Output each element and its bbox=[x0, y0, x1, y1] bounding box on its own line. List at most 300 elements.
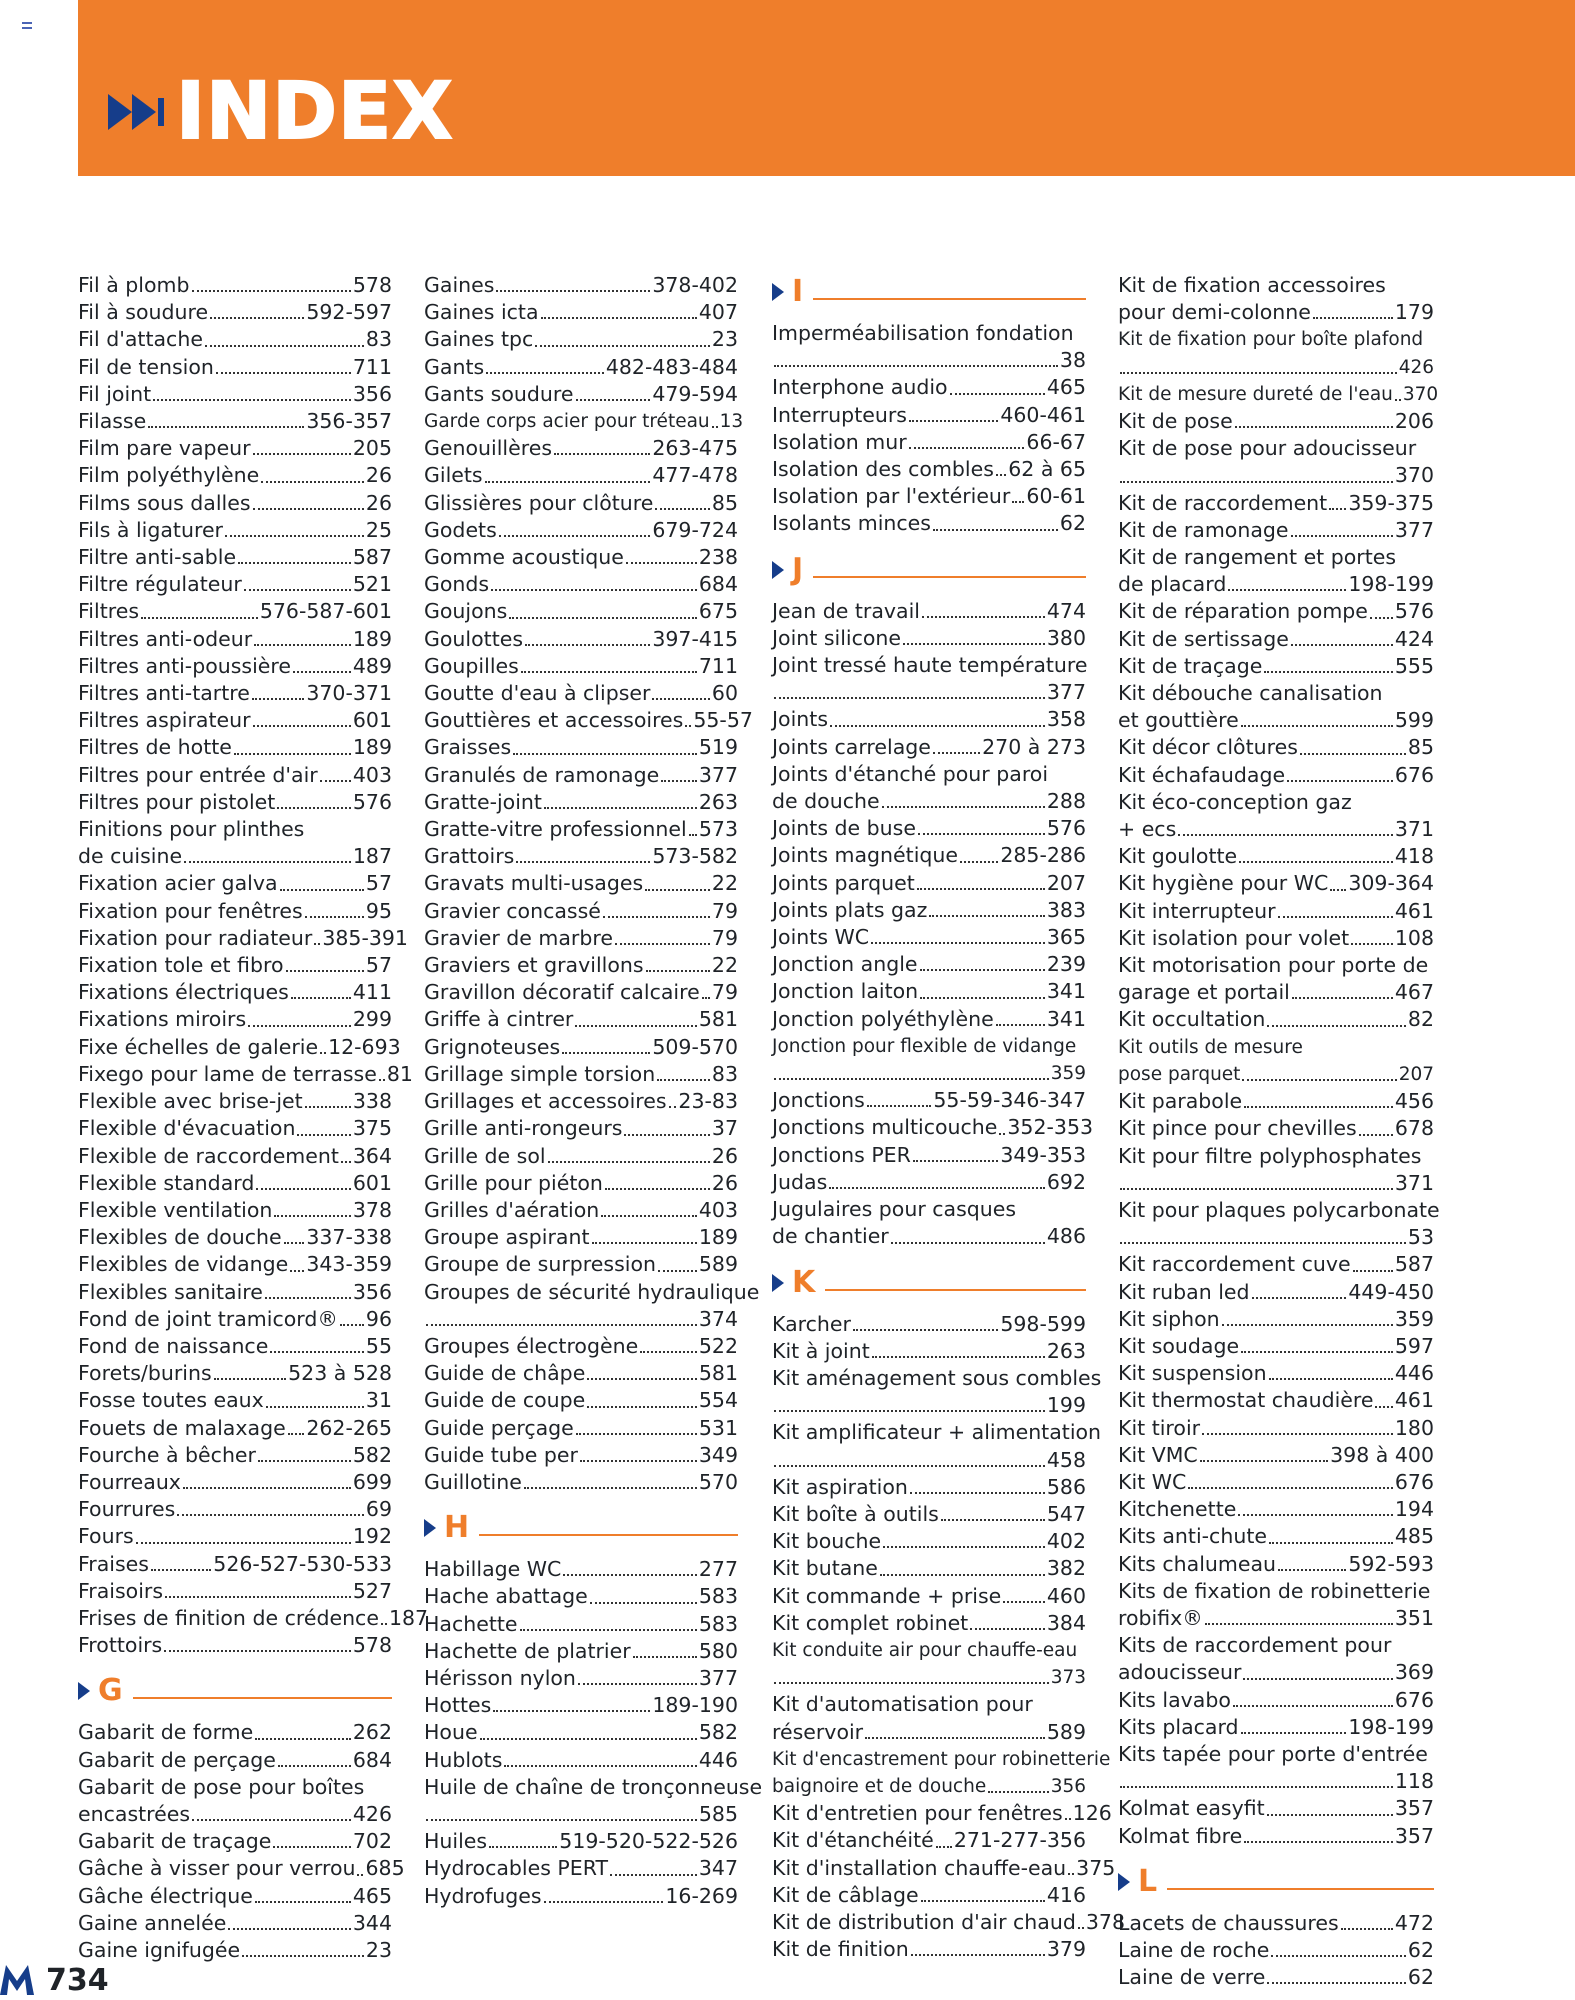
index-entry-pages: 262-265 bbox=[306, 1415, 392, 1440]
dot-leader bbox=[1235, 426, 1393, 428]
index-entry-pages: 62 bbox=[1407, 1965, 1434, 1990]
index-entry-pages: 460 bbox=[1046, 1583, 1086, 1608]
index-entry bbox=[78, 408, 392, 435]
index-entry bbox=[78, 1143, 392, 1170]
dot-leader bbox=[933, 529, 1058, 531]
dot-leader bbox=[1120, 1786, 1393, 1788]
index-entry bbox=[1118, 870, 1434, 897]
index-entry bbox=[1118, 979, 1434, 1006]
index-entry-label: Joint tressé haute température bbox=[772, 653, 1088, 678]
index-entry-label: Kit échafaudage bbox=[1118, 762, 1286, 787]
dot-leader bbox=[225, 535, 364, 537]
index-entry-label: Fours bbox=[78, 1524, 134, 1549]
dot-leader bbox=[1012, 501, 1024, 503]
index-entry bbox=[424, 626, 738, 653]
index-entry bbox=[78, 925, 408, 952]
index-entry-label: Kit WC bbox=[1118, 1469, 1187, 1494]
index-entry-pages: 385-391 bbox=[322, 925, 408, 950]
section-rule bbox=[479, 1534, 738, 1536]
index-entry-label: Filtres pour entrée d'air bbox=[78, 762, 318, 787]
index-entry bbox=[78, 789, 392, 816]
index-entry-label: Isolation mur bbox=[772, 429, 907, 454]
index-entry bbox=[772, 1311, 1086, 1338]
dot-leader bbox=[148, 426, 304, 428]
index-entry-label: Isolants minces bbox=[772, 511, 931, 536]
index-entry bbox=[78, 1523, 392, 1550]
index-entry-label: Kit de ramonage bbox=[1118, 517, 1289, 542]
index-entry bbox=[772, 788, 1086, 815]
index-entry bbox=[772, 456, 1086, 483]
index-entry-pages: 465 bbox=[1046, 375, 1086, 400]
dot-leader bbox=[305, 916, 364, 918]
dot-leader bbox=[228, 1928, 351, 1930]
dot-leader bbox=[278, 1765, 351, 1767]
index-entry-pages: 13 bbox=[719, 411, 744, 433]
index-entry-pages: 467 bbox=[1394, 980, 1434, 1005]
index-entry bbox=[772, 1474, 1086, 1501]
dot-leader bbox=[254, 644, 351, 646]
index-entry-pages: 356-357 bbox=[306, 409, 392, 434]
index-entry-pages: 586 bbox=[1046, 1474, 1086, 1499]
index-entry bbox=[772, 625, 1086, 652]
index-entry-label: Kit tiroir bbox=[1118, 1415, 1201, 1440]
index-entry-pages: 522 bbox=[698, 1333, 738, 1358]
index-entry bbox=[1118, 1306, 1434, 1333]
index-entry bbox=[424, 435, 738, 462]
dot-leader bbox=[1188, 1487, 1393, 1489]
index-entry-pages: 263 bbox=[698, 789, 738, 814]
index-entry bbox=[78, 1333, 392, 1360]
dot-leader bbox=[1078, 1927, 1084, 1929]
index-entry-pages: 356 bbox=[352, 381, 392, 406]
index-entry-label: Kit de fixation pour boîte plafond bbox=[1118, 329, 1424, 351]
index-entry-label: Jonction pour flexible de vidange bbox=[772, 1035, 1077, 1057]
index-entry-label: Kits lavabo bbox=[1118, 1687, 1231, 1712]
index-entry bbox=[78, 1251, 392, 1278]
index-entry-label: Kit de sertissage bbox=[1118, 626, 1289, 651]
index-entry-pages: 60-61 bbox=[1026, 484, 1086, 509]
section-header-l bbox=[1118, 1862, 1434, 1902]
index-entry bbox=[424, 1883, 738, 1910]
index-entry bbox=[1118, 598, 1434, 625]
index-entry-pages: 402 bbox=[1046, 1529, 1086, 1554]
dot-leader bbox=[284, 1242, 305, 1244]
dot-leader bbox=[702, 997, 710, 999]
index-entry-pages: 26 bbox=[711, 1143, 738, 1168]
index-entry-pages: 337-338 bbox=[306, 1225, 392, 1250]
index-entry-pages: 426 bbox=[1398, 356, 1434, 378]
index-entry-label: Fond de naissance bbox=[78, 1333, 269, 1358]
index-entry-label: Joints plats gaz bbox=[772, 897, 928, 922]
dot-leader bbox=[774, 697, 1045, 699]
index-entry-label: Fils à ligaturer bbox=[78, 517, 223, 542]
index-entry-label: Jugulaires pour casques bbox=[772, 1197, 1017, 1222]
dot-leader bbox=[576, 399, 651, 401]
index-entry-pages: 523 à 528 bbox=[288, 1361, 392, 1386]
dot-leader bbox=[183, 1487, 351, 1489]
dot-leader bbox=[615, 943, 710, 945]
index-entry-label: Film polyéthylène bbox=[78, 463, 260, 488]
dot-leader bbox=[340, 1324, 364, 1326]
dot-leader bbox=[525, 644, 650, 646]
index-entry-label: Kits anti-chute bbox=[1118, 1524, 1267, 1549]
dot-leader bbox=[1178, 834, 1393, 836]
index-entry bbox=[1118, 1387, 1434, 1414]
index-entry bbox=[772, 734, 1086, 761]
index-entry-label: Grille pour piéton bbox=[424, 1170, 603, 1195]
index-entry bbox=[1118, 1605, 1434, 1632]
dot-leader bbox=[288, 1433, 305, 1435]
index-entry bbox=[772, 510, 1086, 537]
index-entry bbox=[424, 490, 738, 517]
index-entry-label: Gâche électrique bbox=[78, 1883, 253, 1908]
dot-leader bbox=[903, 643, 1045, 645]
index-entry bbox=[78, 326, 392, 353]
index-entry-pages: 62 bbox=[1059, 511, 1086, 536]
index-entry-pages: 62 bbox=[1407, 1937, 1434, 1962]
index-entry-pages: 57 bbox=[365, 953, 392, 978]
index-entry-label: Flexible ventilation bbox=[78, 1197, 273, 1222]
dot-leader bbox=[242, 1955, 364, 1957]
index-entry-pages: 309-364 bbox=[1348, 871, 1434, 896]
dot-leader bbox=[320, 780, 351, 782]
index-entry-label: Filtres anti-odeur bbox=[78, 626, 253, 651]
dot-leader bbox=[1241, 1732, 1347, 1734]
index-entry bbox=[772, 1936, 1086, 1963]
index-entry-label: Kit d'entretien pour fenêtres bbox=[772, 1801, 1063, 1826]
dot-leader bbox=[578, 1683, 697, 1685]
index-entry-label: Kit à joint bbox=[772, 1338, 870, 1363]
index-entry-pages: 359-375 bbox=[1348, 490, 1434, 515]
dot-leader bbox=[774, 1465, 1045, 1467]
index-column-3 bbox=[772, 272, 1125, 1963]
index-entry bbox=[424, 1115, 738, 1142]
dot-leader bbox=[153, 399, 351, 401]
dot-leader bbox=[1291, 535, 1393, 537]
index-entry bbox=[424, 462, 738, 489]
dot-leader bbox=[1120, 372, 1397, 374]
dot-leader bbox=[880, 1574, 1045, 1576]
index-entry-label-cont: et gouttière bbox=[1118, 708, 1239, 733]
index-entry bbox=[1118, 462, 1434, 489]
dot-leader bbox=[486, 372, 604, 374]
index-entry-pages: 416 bbox=[1046, 1882, 1086, 1907]
index-entry bbox=[1118, 762, 1434, 789]
index-entry-pages: 16-269 bbox=[665, 1883, 738, 1908]
index-entry-pages: 180 bbox=[1394, 1415, 1434, 1440]
index-entry bbox=[424, 544, 738, 571]
index-entry-label: Filtres bbox=[78, 599, 139, 624]
index-entry bbox=[772, 1800, 1112, 1827]
index-entry-pages: 684 bbox=[352, 1747, 392, 1772]
index-entry bbox=[78, 490, 392, 517]
index-entry-label: Flexible d'évacuation bbox=[78, 1116, 296, 1141]
index-entry-label: Graisses bbox=[424, 735, 512, 760]
index-entry-pages: 486 bbox=[1046, 1224, 1086, 1249]
dot-leader bbox=[192, 290, 351, 292]
dot-leader bbox=[1267, 1025, 1406, 1027]
index-entry-pages: 357 bbox=[1394, 1823, 1434, 1848]
index-entry-pages: 371 bbox=[1394, 1170, 1434, 1195]
dot-leader bbox=[305, 1106, 351, 1108]
dot-leader bbox=[661, 780, 697, 782]
dot-leader bbox=[988, 1791, 1048, 1793]
index-entry-label: Karcher bbox=[772, 1311, 851, 1336]
index-entry-pages: 461 bbox=[1394, 898, 1434, 923]
section-header-g bbox=[78, 1671, 392, 1711]
dot-leader bbox=[774, 365, 1058, 367]
dot-leader bbox=[1244, 1106, 1393, 1108]
index-entry-label: Kits de fixation de robinetterie bbox=[1118, 1578, 1431, 1603]
index-entry-pages: 692 bbox=[1046, 1169, 1086, 1194]
index-entry bbox=[424, 1415, 738, 1442]
dot-leader bbox=[491, 589, 697, 591]
index-entry-label: Gravats multi-usages bbox=[424, 871, 644, 896]
index-entry-pages: 456 bbox=[1394, 1089, 1434, 1114]
dot-leader bbox=[314, 943, 320, 945]
dot-leader bbox=[645, 889, 710, 891]
section-rule bbox=[825, 1289, 1086, 1291]
dot-leader bbox=[541, 317, 697, 319]
index-entry bbox=[1118, 925, 1434, 952]
index-entry bbox=[1118, 408, 1434, 435]
index-entry-pages: 403 bbox=[352, 762, 392, 787]
dot-leader bbox=[1264, 671, 1393, 673]
index-entry-pages: 263 bbox=[1046, 1338, 1086, 1363]
index-entry bbox=[1118, 653, 1434, 680]
index-entry-pages: 446 bbox=[1394, 1361, 1434, 1386]
index-entry-pages: 12-693 bbox=[328, 1034, 401, 1059]
index-entry-label: Joints WC bbox=[772, 925, 870, 950]
index-entry bbox=[424, 517, 738, 544]
index-entry bbox=[772, 870, 1086, 897]
index-entry bbox=[1118, 1115, 1434, 1142]
index-column-2 bbox=[424, 272, 763, 1910]
index-entry bbox=[1118, 1768, 1434, 1795]
index-entry-pages: 189 bbox=[698, 1225, 738, 1250]
dot-leader bbox=[273, 1846, 351, 1848]
index-entry-label: Laine de roche bbox=[1118, 1937, 1270, 1962]
section-letter: G bbox=[98, 1673, 123, 1709]
dot-leader bbox=[270, 1351, 364, 1353]
index-entry-label: Kits placard bbox=[1118, 1714, 1239, 1739]
index-entry-pages: 343-359 bbox=[306, 1252, 392, 1277]
section-rule bbox=[133, 1697, 392, 1699]
index-entry-label: Houe bbox=[424, 1720, 478, 1745]
index-entry bbox=[424, 816, 738, 843]
dot-leader bbox=[205, 345, 364, 347]
index-entry-label: Guide tube per bbox=[424, 1442, 578, 1467]
index-entry bbox=[772, 978, 1086, 1005]
index-entry-pages: 206 bbox=[1394, 409, 1434, 434]
index-entry-pages: 592-593 bbox=[1348, 1551, 1434, 1576]
dot-leader bbox=[909, 447, 1025, 449]
dot-leader bbox=[610, 1874, 697, 1876]
index-entry-label: Joints magnétique bbox=[772, 843, 959, 868]
index-entry-pages: 38 bbox=[1059, 348, 1086, 373]
index-entry-pages: 238 bbox=[698, 545, 738, 570]
index-entry bbox=[772, 1447, 1086, 1474]
dot-leader bbox=[1287, 780, 1393, 782]
dot-leader bbox=[214, 1378, 287, 1380]
index-entry-pages: 199 bbox=[1046, 1393, 1086, 1418]
index-entry bbox=[1118, 381, 1439, 408]
index-entry-label: Kits de raccordement pour bbox=[1118, 1633, 1392, 1658]
index-entry bbox=[1118, 1964, 1434, 1991]
index-entry-label: Kit ruban led bbox=[1118, 1279, 1250, 1304]
dot-leader bbox=[192, 1819, 351, 1821]
index-entry bbox=[772, 1610, 1086, 1637]
index-entry-pages: 26 bbox=[711, 1170, 738, 1195]
dot-leader bbox=[496, 290, 650, 292]
index-entry-label: Kit d'installation chauffe-eau bbox=[772, 1855, 1067, 1880]
index-entry-pages: 347 bbox=[698, 1856, 738, 1881]
index-entry-pages: 359 bbox=[1050, 1063, 1086, 1085]
dot-leader bbox=[489, 1846, 557, 1848]
index-entry bbox=[772, 951, 1086, 978]
dot-leader bbox=[1003, 1601, 1045, 1603]
index-entry-label: Kit d'automatisation pour bbox=[772, 1692, 1033, 1717]
index-entry-label: Gonds bbox=[424, 572, 490, 597]
index-entry-pages: 702 bbox=[352, 1829, 392, 1854]
index-entry-pages: 531 bbox=[698, 1415, 738, 1440]
dot-leader bbox=[774, 1410, 1045, 1412]
dot-leader bbox=[603, 916, 710, 918]
index-entry-pages: 126 bbox=[1072, 1801, 1112, 1826]
index-entry-label-cont: garage et portail bbox=[1118, 980, 1290, 1005]
index-entry-pages: 589 bbox=[698, 1252, 738, 1277]
index-entry-label: Gratte-vitre professionnel bbox=[424, 817, 687, 842]
dot-leader bbox=[293, 671, 351, 673]
index-entry-pages: 679-724 bbox=[652, 517, 738, 542]
dot-leader bbox=[480, 1738, 697, 1740]
index-entry-label-cont: pose parquet bbox=[1118, 1063, 1241, 1085]
section-header-j bbox=[772, 550, 1086, 590]
index-entry bbox=[1118, 1687, 1434, 1714]
index-entry bbox=[1118, 1415, 1434, 1442]
index-entry bbox=[772, 598, 1086, 625]
index-entry bbox=[78, 734, 392, 761]
index-entry-pages: 370 bbox=[1402, 383, 1439, 405]
index-entry-label: Kit parabole bbox=[1118, 1089, 1243, 1114]
index-entry-pages: 587 bbox=[352, 545, 392, 570]
index-entry-label: Gravier concassé bbox=[424, 898, 601, 923]
index-entry-label: Kit isolation pour volet bbox=[1118, 925, 1350, 950]
index-entry bbox=[424, 1088, 738, 1115]
index-entry-pages: 365 bbox=[1046, 925, 1086, 950]
dot-leader bbox=[1244, 1841, 1393, 1843]
index-entry-pages: 23 bbox=[711, 327, 738, 352]
index-entry-label: Gâche à visser pour verrou bbox=[78, 1856, 356, 1881]
index-entry bbox=[1118, 1224, 1434, 1251]
index-entry bbox=[424, 1801, 738, 1828]
dot-leader bbox=[1269, 1378, 1393, 1380]
dot-leader bbox=[253, 508, 364, 510]
index-entry-pages: 582 bbox=[698, 1720, 738, 1745]
index-entry bbox=[772, 1223, 1086, 1250]
index-column-4 bbox=[1118, 272, 1440, 1991]
index-entry-label: Jonctions PER bbox=[772, 1142, 911, 1167]
index-entry-label: Jonction polyéthylène bbox=[772, 1006, 994, 1031]
index-entry-pages: 187 bbox=[352, 844, 392, 869]
index-entry-label: Flexibles de douche bbox=[78, 1225, 282, 1250]
index-entry-label: Hydrofuges bbox=[424, 1883, 542, 1908]
index-entry bbox=[78, 1883, 392, 1910]
index-entry-pages: 576 bbox=[1046, 816, 1086, 841]
index-entry-pages: 118 bbox=[1394, 1769, 1434, 1794]
index-entry-label: Garde corps acier pour tréteau bbox=[424, 411, 710, 433]
index-entry-pages: 271-277-356 bbox=[953, 1828, 1086, 1853]
index-entry-pages: 474 bbox=[1046, 598, 1086, 623]
dot-leader bbox=[548, 1161, 710, 1163]
index-entry-pages: 26 bbox=[365, 490, 392, 515]
index-entry-label: Kit hygiène pour WC bbox=[1118, 871, 1329, 896]
index-entry bbox=[78, 1006, 392, 1033]
index-entry-label: Gaines bbox=[424, 273, 495, 297]
index-entry bbox=[424, 1719, 738, 1746]
index-entry-pages: 711 bbox=[698, 653, 738, 678]
index-entry bbox=[772, 1719, 1086, 1746]
dot-leader bbox=[520, 1629, 697, 1631]
index-entry bbox=[1118, 354, 1434, 381]
index-entry-pages: 678 bbox=[1394, 1116, 1434, 1141]
dot-leader bbox=[1120, 1188, 1393, 1190]
index-entry bbox=[78, 544, 392, 571]
index-entry bbox=[78, 1828, 392, 1855]
index-entry-label: Isolation des combles bbox=[772, 457, 994, 482]
index-entry-label: Kit thermostat chaudière bbox=[1118, 1388, 1374, 1413]
dot-leader bbox=[587, 1406, 697, 1408]
index-entry bbox=[772, 1528, 1086, 1555]
dot-leader bbox=[1330, 889, 1346, 891]
index-entry bbox=[772, 1142, 1086, 1169]
dot-leader bbox=[509, 617, 697, 619]
index-entry-pages: 384 bbox=[1046, 1610, 1086, 1635]
index-entry-label: Fixation pour fenêtres bbox=[78, 898, 303, 923]
index-entry-label: Hache abattage bbox=[424, 1584, 588, 1609]
index-entry bbox=[78, 435, 392, 462]
index-entry-label: Grillages et accessoires bbox=[424, 1089, 667, 1114]
index-entry-pages: 458 bbox=[1046, 1447, 1086, 1472]
dot-leader bbox=[1243, 1678, 1392, 1680]
index-entry bbox=[78, 1855, 405, 1882]
index-entry bbox=[424, 326, 738, 353]
index-entry-pages: 357 bbox=[1394, 1796, 1434, 1821]
index-entry-pages: 570 bbox=[698, 1469, 738, 1494]
index-entry-pages: 356 bbox=[1050, 1775, 1086, 1797]
dot-leader bbox=[658, 1270, 697, 1272]
index-entry-label: Films sous dalles bbox=[78, 490, 251, 515]
index-entry bbox=[424, 898, 738, 925]
index-entry-pages: 377 bbox=[698, 1665, 738, 1690]
index-entry-label: Kit de pose pour adoucisseur bbox=[1118, 436, 1417, 461]
index-entry-label: Hublots bbox=[424, 1747, 503, 1772]
index-entry-label: Gants bbox=[424, 354, 485, 379]
index-entry bbox=[424, 1442, 738, 1469]
index-entry-pages: 207 bbox=[1398, 1063, 1434, 1085]
index-entry-label-cont: de douche bbox=[772, 789, 880, 814]
dot-leader bbox=[1351, 943, 1393, 945]
index-entry-label: Graviers et gravillons bbox=[424, 953, 644, 978]
index-entry bbox=[78, 898, 392, 925]
index-entry-label: Gabarit de traçage bbox=[78, 1829, 272, 1854]
index-entry-pages: 85 bbox=[711, 490, 738, 515]
index-entry-label: Gants soudure bbox=[424, 381, 574, 406]
index-entry bbox=[424, 381, 738, 408]
index-entry-pages: 587 bbox=[1394, 1252, 1434, 1277]
index-entry-label: Kit aspiration bbox=[772, 1474, 908, 1499]
index-entry bbox=[424, 1333, 738, 1360]
